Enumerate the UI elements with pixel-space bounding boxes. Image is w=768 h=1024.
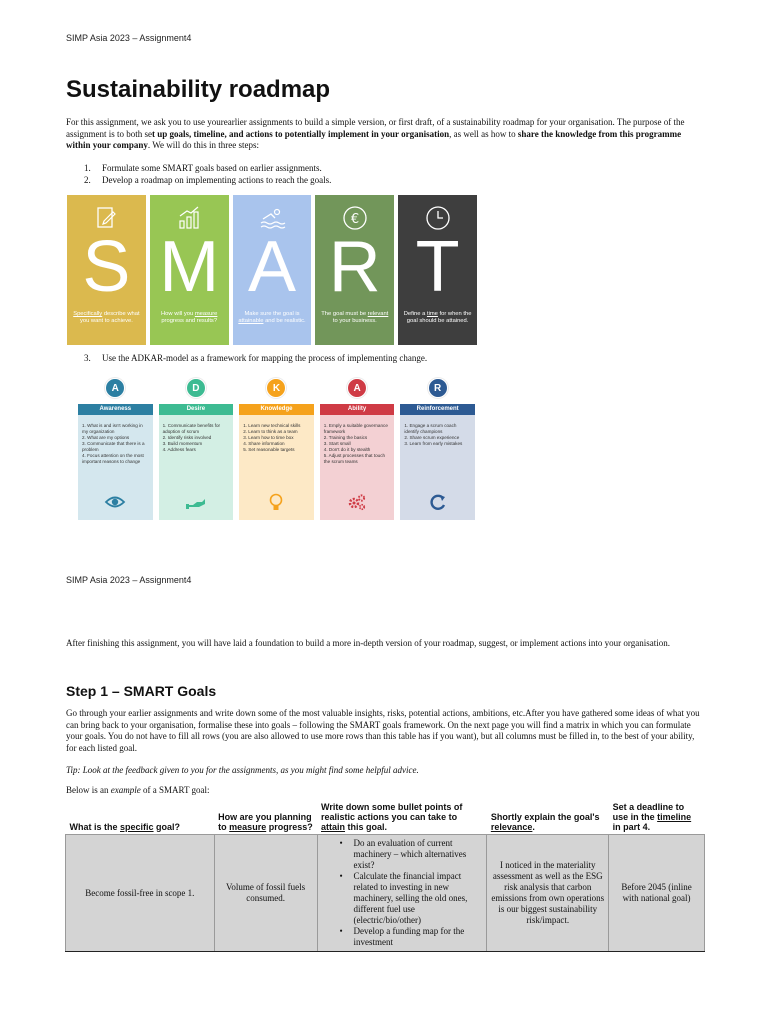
- smart-graphic: [67, 195, 477, 345]
- after-paragraph: After finishing this assignment, you will have laid a foundation to build a more in-depth version of your roadmap, suggest, or implement actions into your organisation.: [66, 638, 670, 648]
- list-item: 2. Learn to think as a team: [243, 429, 298, 434]
- adkar-column-awareness: [78, 378, 153, 520]
- adkar-title: Desire: [159, 404, 234, 415]
- actions-cell: [317, 835, 487, 952]
- smart-letter: T: [415, 227, 460, 307]
- step1-heading: Step 1 – SMART Goals: [66, 683, 217, 699]
- list-item: 1. Learn new technical skills: [243, 423, 301, 428]
- list-item: 1. What is and isn't working in my organization: [82, 423, 143, 434]
- gears-icon: [346, 492, 368, 512]
- adkar-title: Awareness: [78, 404, 153, 415]
- adkar-list: [404, 423, 472, 447]
- smart-letter: A: [247, 227, 296, 307]
- list-item: 4. Don't do it by stealth: [323, 447, 371, 452]
- smart-letter: S: [82, 227, 131, 307]
- list-item: 1. Engage a scrum coach identify champions: [404, 423, 457, 434]
- adkar-column-ability: [320, 378, 395, 520]
- adkar-list: [243, 423, 311, 453]
- adkar-letter: K: [266, 378, 286, 398]
- adkar-column-knowledge: [239, 378, 314, 520]
- list-item: 3. Communicate that there is a problem: [82, 441, 145, 452]
- smart-description: Make sure the goal is attainable and be realistic.: [238, 311, 306, 324]
- goal-cell: Become fossil-free in scope 1.: [66, 835, 215, 952]
- page-title: Sustainability roadmap: [66, 76, 331, 103]
- adkar-list: [324, 423, 392, 465]
- table-row: [66, 835, 705, 952]
- smart-description: How will you measure progress and results?: [161, 311, 218, 324]
- column-header: Shortly explain the goal's relevance.: [490, 812, 600, 832]
- adkar-title: Ability: [320, 404, 395, 415]
- adkar-body: [400, 415, 475, 520]
- adkar-title: Knowledge: [239, 404, 314, 415]
- list-item: • Develop a funding map for the investment: [328, 926, 483, 948]
- tip-text: Tip: Look at the feedback given to you for the assignments, as you might find some helpful advice.: [66, 765, 419, 775]
- column-header: Write down some bullet points of realistic actions you can take to attain this goal.: [321, 802, 463, 832]
- page-header-2: SIMP Asia 2023 – Assignment4: [66, 575, 192, 585]
- list-item: 5. Set reasonable targets: [243, 447, 295, 452]
- adkar-body: [239, 415, 314, 520]
- list-item: 2. Training the basics: [323, 435, 368, 440]
- step-item: 1. Formulate some SMART goals based on earlier assignments.: [84, 163, 322, 173]
- list-item: 3. Learn how to time box: [243, 435, 294, 440]
- list-item: 3. Start small: [323, 441, 351, 446]
- smart-column-t: [398, 195, 477, 345]
- list-item: 4. Focus attention on the most important reasons to change: [82, 453, 144, 464]
- smart-column-s: [67, 195, 146, 345]
- smart-letter: R: [328, 227, 381, 307]
- smart-column-r: [315, 195, 394, 345]
- adkar-letter: D: [186, 378, 206, 398]
- list-item: 4. Share information: [243, 441, 285, 446]
- adkar-body: [78, 415, 153, 520]
- adkar-letter: A: [347, 378, 367, 398]
- step-item: 3. Use the ADKAR-model as a framework for mapping the process of implementing change.: [84, 353, 428, 363]
- adkar-letter: R: [428, 378, 448, 398]
- svg-text:€: €: [350, 212, 359, 227]
- step-item: 2. Develop a roadmap on implementing actions to reach the goals.: [84, 174, 332, 185]
- column-header: What is the specific goal?: [69, 822, 181, 832]
- smart-description: Specifically describe what you want to achieve.: [73, 311, 140, 324]
- list-item: 2. Share scrum experience: [404, 435, 460, 440]
- step1-body: Go through your earlier assignments and write down some of the most valuable insights, risks, potential actions, ambitions, etc.After you have gathered some ideas of what you can bring back to your organisation, formalise these into goals – following the SMART goals framework. On the next page you will find a matrix in which you can formulate your goals. You do not have to fill all rows (you are also allowed to use more rows than this table has if you want), but all columns must be filled in, to the best of your ability, for each listed goal.: [66, 708, 700, 753]
- eye-icon: [104, 492, 126, 512]
- lightbulb-icon: [265, 492, 287, 512]
- list-item: 5. Adjust processes that touch the scrum teams: [323, 453, 386, 464]
- table-header-row: [66, 802, 705, 835]
- list-item: • Do an evaluation of current machinery – which alternatives exist?: [328, 838, 483, 871]
- list-item: 4. Address fears: [162, 447, 196, 452]
- measure-cell: Volume of fossil fuels consumed.: [214, 835, 317, 952]
- list-item: 2. What are my options: [82, 435, 130, 440]
- list-item: 2. Identify risks involved: [162, 435, 212, 440]
- list-item: 1. Communicate benefits for adoption of scrum: [162, 423, 221, 434]
- intro-paragraph: For this assignment, we ask you to use yourearlier assignments to build a simple version, or first draft, of a sustainability roadmap for your organisation. The purpose of the assignment is to both set up goals, timeline, and actions to potentially implement in your organisation, as well as how to share the knowledge from this programme within your company. We will do this in three steps:: [66, 117, 685, 150]
- smart-column-a: [233, 195, 312, 345]
- list-item: • Calculate the financial impact related to investing in new machinery, selling the old ones, different fuel use (electric/bio/other): [328, 871, 483, 926]
- list-item: 3. Learn from early mistakes: [404, 441, 463, 446]
- column-header: Set a deadline to use in the timeline in part 4.: [612, 802, 692, 832]
- list-item: 1. Emply a suitable governance framework: [323, 423, 388, 434]
- adkar-body: [159, 415, 234, 520]
- adkar-title: Reinforcement: [400, 404, 475, 415]
- steps-list: [84, 163, 331, 186]
- handshake-icon: [185, 492, 207, 512]
- adkar-column-reinforcement: [400, 378, 475, 520]
- adkar-column-desire: [159, 378, 234, 520]
- smart-description: Define a time for when the goal should be attained.: [403, 311, 472, 324]
- relevance-cell: I noticed in the materiality assessment as well as the ESG risk analysis that carbon emissions from own operations is our biggest sustainability risk/impact.: [487, 835, 609, 952]
- adkar-list: [82, 423, 150, 465]
- page-header: SIMP Asia 2023 – Assignment4: [66, 33, 192, 43]
- adkar-graphic: [78, 378, 475, 520]
- adkar-letter: A: [105, 378, 125, 398]
- smart-description: The goal must be relevant to your business.: [321, 311, 389, 324]
- column-header: How are you planning to measure progress?: [218, 812, 313, 832]
- refresh-arrow-icon: [427, 492, 449, 512]
- deadline-cell: Before 2045 (inline with national goal): [609, 835, 705, 952]
- list-item: 3. Build momentum: [162, 441, 203, 446]
- example-intro: Below is an example of a SMART goal:: [66, 785, 210, 795]
- adkar-list: [163, 423, 231, 453]
- smart-letter: M: [159, 227, 220, 307]
- adkar-body: [320, 415, 395, 520]
- steps-list-continued: [84, 353, 427, 365]
- smart-goal-table: [65, 802, 705, 952]
- smart-column-m: [150, 195, 229, 345]
